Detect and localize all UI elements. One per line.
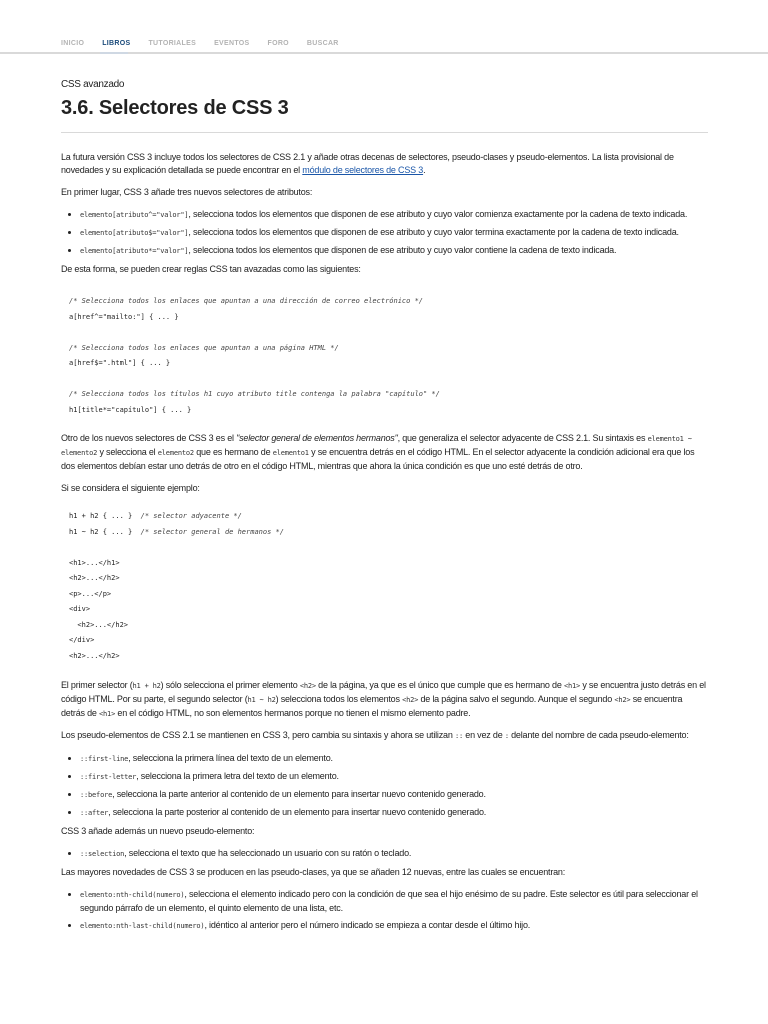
list-item-text: , selecciona la primera letra del texto de un elemento. [136, 771, 339, 781]
list-item [80, 752, 708, 766]
code-block-attributes [61, 294, 708, 418]
list-item [80, 806, 708, 820]
code-line: a[href$=".html"] { ... } [69, 359, 171, 367]
text-run: en el código HTML, no son elementos hermanos porque no tienen el mismo elemento padre. [115, 708, 471, 718]
inline-code: <h2> [402, 696, 419, 704]
text-run: que es hermano de [193, 447, 273, 457]
inline-code: h1 ~ h2 [247, 696, 276, 704]
list-item-code: elemento:nth-child(numero) [80, 891, 185, 899]
attr-selector-list [61, 208, 708, 258]
list-item [80, 208, 708, 222]
text-run: Los pseudo-elementos de CSS 2.1 se mantienen en CSS 3, pero cambia su sintaxis y ahora se utilizan [61, 730, 455, 740]
rules-intro: De esta forma, se pueden crear reglas CSS tan avazadas como las siguientes: [61, 264, 361, 274]
nav-item-tutoriales[interactable]: TUTORIALES [148, 40, 197, 47]
list-item-text: , selecciona la primera línea del texto de un elemento. [128, 753, 333, 763]
list-item [80, 919, 708, 933]
list-item [80, 888, 708, 915]
list-item-code: ::after [80, 809, 109, 817]
code-line: <h2>...</h2> [69, 651, 120, 660]
code-line: h1 + h2 { ... } [69, 512, 133, 520]
list-item [80, 226, 708, 240]
inline-code: :: [454, 732, 463, 740]
text-run: El primer selector ( [61, 680, 133, 690]
list-item-text: , selecciona todos los elementos que disponen de ese atributo y cuyo valor contiene la cadena de texto indicada. [188, 245, 617, 255]
pseudo-class-list [61, 888, 708, 933]
text-run: de la página, ya que es el único que cumple que es hermano de [315, 680, 564, 690]
text-run: en vez de [462, 730, 505, 740]
intro-end: . [423, 165, 426, 175]
list-item-code: ::selection [80, 850, 125, 858]
inline-code: elemento2 [157, 449, 194, 457]
first-selector-paragraph [61, 679, 708, 721]
list-item-code: elemento[atributo*="valor"] [80, 247, 189, 255]
example-intro: Si se considera el siguiente ejemplo: [61, 483, 200, 493]
text-run: ) selecciona todos los elementos [275, 694, 403, 704]
code-line: <h2>...</h2> [69, 574, 120, 582]
list-item-text: , selecciona el elemento indicado pero con la condición de que sea el hijo enésimo de su padre. Este selector es útil para seleccionar el segundo párrafo de un elemento, el quinto elemento de una lista, etc. [80, 889, 698, 913]
nav-menu [61, 40, 357, 47]
article [61, 78, 708, 937]
list-item-text: , selecciona todos los elementos que disponen de ese atributo y cuyo valor termina exactamente por la cadena de texto indicada. [188, 227, 679, 237]
text-run: y selecciona el [97, 447, 158, 457]
list-item-code: elemento:nth-last-child(numero) [80, 922, 205, 930]
text-run: y se encuentra detrás en el código HTML. En el selector adyacente la condición adicional era que los dos elementos debían estar uno detrás de otro en el código HTML, mientras que ahora la única condición es que uno esté detrás de otro. [61, 447, 695, 471]
code-line: <h1>...</h1> [69, 558, 120, 567]
list-item-text: , selecciona la parte anterior al contenido de un elemento para insertar nuevo contenido generado. [112, 789, 486, 799]
code-comment: /* Selecciona todos los enlaces que apuntan a una dirección de correo electrónico */ [69, 297, 424, 305]
list-item-text: , selecciona la parte posterior al contenido de un elemento para insertar nuevo contenido generado. [108, 807, 487, 817]
text-run: Otro de los nuevos selectores de CSS 3 es el [61, 433, 237, 443]
code-line: h1 ~ h2 { ... } [69, 527, 133, 536]
code-comment: /* selector general de hermanos */ [140, 527, 284, 536]
code-line: h1[title*="capítulo"] { ... } [69, 405, 192, 414]
intro-paragraph [61, 151, 708, 177]
emphasis: "selector general de elementos hermanos" [236, 433, 398, 443]
inline-code: <h1> [99, 710, 116, 718]
code-block-siblings [61, 509, 708, 664]
code-comment: /* Selecciona todos los enlaces que apuntan a una página HTML */ [69, 343, 339, 352]
list-item [80, 244, 708, 258]
inline-code: h1 + h2 [132, 682, 161, 690]
list-item [80, 788, 708, 802]
inline-code: <h1> [563, 682, 581, 690]
code-comment: /* selector adyacente */ [140, 512, 242, 520]
code-line: <p>...</p> [69, 589, 112, 598]
list-item-text: , selecciona el texto que ha seleccionado un usuario con su ratón o teclado. [124, 848, 412, 858]
inline-code: <h2> [614, 696, 631, 704]
pseudo-elements-paragraph [61, 729, 708, 743]
inline-code: : [504, 732, 509, 740]
inline-code: <h2> [299, 682, 316, 690]
list-item-code: ::before [80, 791, 113, 799]
nav-item-inicio[interactable]: INICIO [61, 40, 85, 47]
attr-intro: En primer lugar, CSS 3 añade tres nuevos selectores de atributos: [61, 187, 313, 197]
intro-text: La futura versión CSS 3 incluye todos los selectores de CSS 2.1 y añade otras decenas de selectores, pseudo-clases y pseudo-elementos. La lista provisional de novedades y su explicación detallada se puede encontrar en el [61, 152, 674, 175]
list-item-text: , idéntico al anterior pero el número indicado se empieza a contar desde el último hijo. [204, 920, 531, 930]
bottom-fade [0, 984, 768, 1024]
pseudo-classes-intro: Las mayores novedades de CSS 3 se producen en las pseudo-clases, ya que se añaden 12 nuevas, entre las cuales se encuentran: [61, 867, 566, 877]
text-run: de la página salvo el segundo. Aunque el segundo [418, 694, 615, 704]
new-pseudo-intro: CSS 3 añade además un nuevo pseudo-elemento: [61, 826, 255, 836]
text-run: ) sólo selecciona el primer elemento [160, 680, 300, 690]
list-item [80, 770, 708, 784]
top-navigation [0, 0, 768, 54]
list-item [80, 847, 708, 861]
nav-item-buscar[interactable]: BUSCAR [306, 40, 339, 47]
nav-item-libros[interactable]: LIBROS [102, 40, 131, 47]
code-line: a[href^="mailto:"] { ... } [69, 312, 179, 321]
new-pseudo-list [61, 847, 708, 861]
selectors-module-link[interactable]: módulo de selectores de CSS 3 [302, 165, 424, 175]
text-run: delante del nombre de cada pseudo-elemento: [508, 730, 689, 740]
sibling-selector-paragraph [61, 432, 708, 473]
code-comment: /* Selecciona todos los títulos h1 cuyo atributo title contenga la palabra "capítulo" */ [69, 390, 440, 398]
code-line: <div> [69, 605, 91, 613]
breadcrumb[interactable]: CSS avanzado [61, 79, 125, 90]
text-run: y se encuentra justo detrás en el código HTML. Por su parte, el segundo selector ( [61, 680, 706, 704]
pseudo-element-list [61, 752, 708, 820]
list-item-code: elemento[atributo^="valor"] [80, 211, 189, 219]
text-run: se encuentra detrás de [61, 694, 683, 718]
list-item-code: ::first-line [80, 755, 129, 763]
nav-item-foro[interactable]: FORO [267, 40, 289, 47]
list-item-code: ::first-letter [80, 773, 137, 781]
nav-item-eventos[interactable]: EVENTOS [214, 40, 250, 47]
text-run: , que generaliza el selector adyacente de CSS 2.1. Su sintaxis es [397, 433, 648, 443]
code-line: </div> [69, 636, 95, 644]
list-item-text: , selecciona todos los elementos que disponen de ese atributo y cuyo valor comienza exactamente por la cadena de texto indicada. [188, 209, 688, 219]
page-title: 3.6. Selectores de CSS 3 [61, 97, 289, 119]
inline-code: elemento1 [272, 449, 309, 457]
list-item-code: elemento[atributo$="valor"] [80, 229, 189, 237]
code-line: <h2>...</h2> [69, 620, 129, 629]
title-divider [61, 132, 708, 133]
inline-code: elemento1 ~ elemento2 [61, 435, 692, 457]
active-tab-indicator [100, 52, 128, 54]
